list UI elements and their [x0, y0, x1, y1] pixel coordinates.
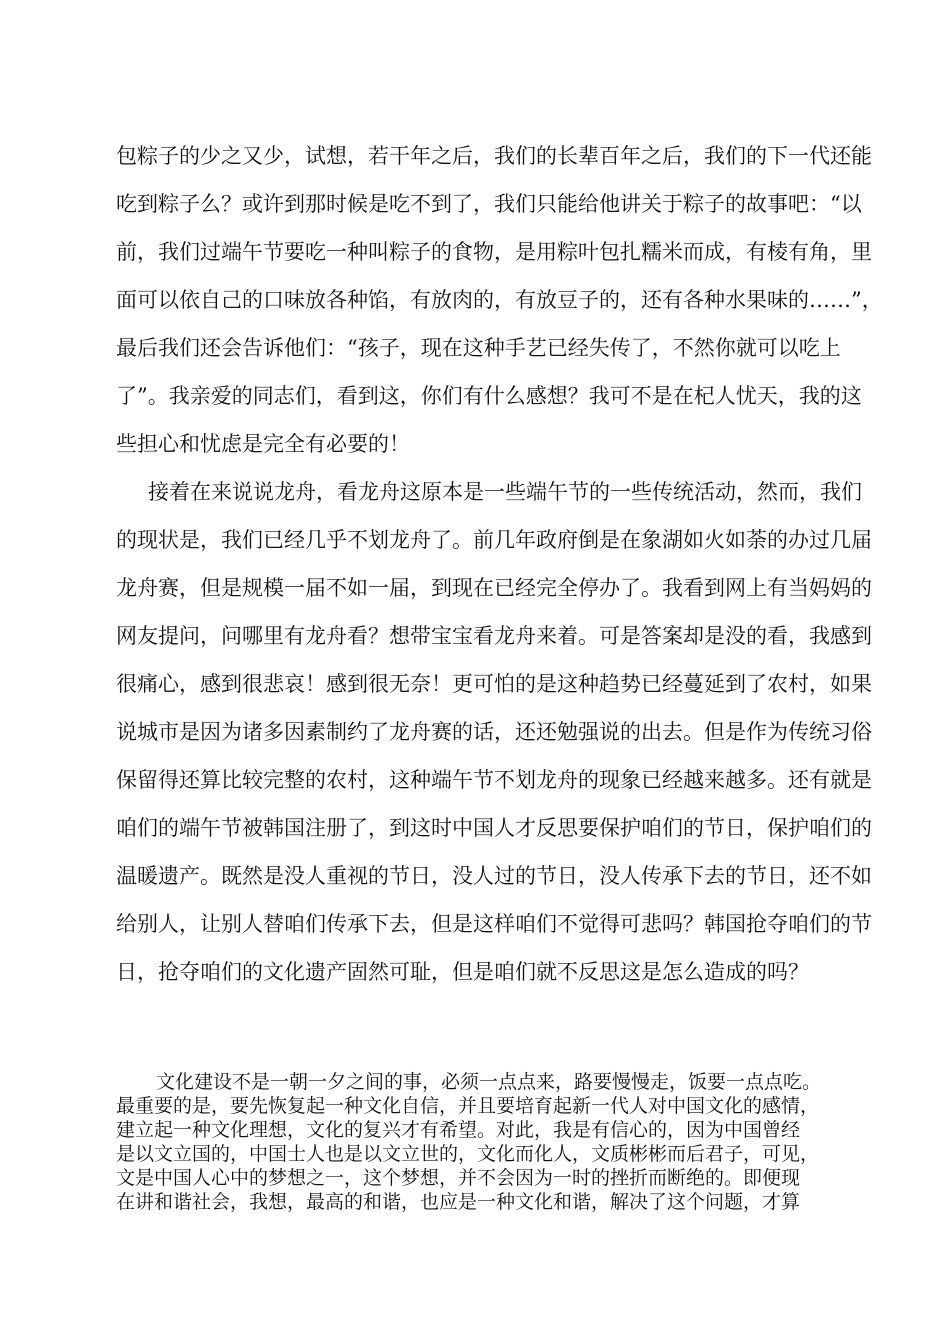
text-line: 说城市是因为诸多因素制约了龙舟赛的话，还还勉强说的出去。但是作为传统习俗 [116, 720, 872, 744]
text-line: 日，抢夺咱们的文化遗产固然可耻，但是咱们就不反思这是怎么造成的吗？ [116, 960, 809, 984]
paragraph-culture [116, 1070, 858, 1214]
text-line: 最后我们还会告诉他们：“孩子，现在这种手艺已经失传了，不然你就可以吃上 [116, 336, 841, 360]
text-line: 咱们的端午节被韩国注册了，到这时中国人才反思要保护咱们的节日，保护咱们的 [116, 816, 872, 840]
body-text-dense [116, 1070, 858, 1214]
text-line: 吃到粽子么？或许到那时候是吃不到了，我们只能给他讲关于粽子的故事吧：“以 [116, 192, 862, 216]
text-line: 最重要的是，要先恢复起一种文化自信，并且要培育起新一代人对中国文化的感情， [116, 1095, 820, 1117]
text-line: 给别人，让别人替咱们传承下去，但是这样咱们不觉得可悲吗？韩国抢夺咱们的节 [116, 912, 872, 936]
text-line: 在讲和谐社会，我想，最高的和谐，也应是一种文化和谐，解决了这个问题，才算 [116, 1191, 801, 1213]
paragraph-dragon-boat [116, 468, 872, 996]
text-line: 文是中国人心中的梦想之一，这个梦想，并不会因为一时的挫折而断绝的。即便现 [116, 1167, 801, 1189]
text-line: 包粽子的少之又少，试想，若干年之后，我们的长辈百年之后，我们的下一代还能 [116, 144, 872, 168]
text-line: 建立起一种文化理想，文化的复兴才有希望。对此，我是有信心的，因为中国曾经 [116, 1119, 801, 1141]
text-line: 了”。我亲爱的同志们，看到这，你们有什么感想？我可不是在杞人忧天，我的这 [116, 384, 862, 408]
paragraph-zongzi [116, 132, 883, 468]
text-line: 些担心和忧虑是完全有必要的！ [116, 432, 410, 456]
body-text [116, 132, 883, 996]
text-line: 文化建设不是一朝一夕之间的事，必须一点点来，路要慢慢走，饭要一点点吃。 [156, 1071, 822, 1093]
text-line: 接着在来说说龙舟，看龙舟这原本是一些端午节的一些传统活动，然而，我们 [148, 480, 862, 504]
text-line: 温暖遗产。既然是没人重视的节日，没人过的节日，没人传承下去的节日，还不如 [116, 864, 872, 888]
text-line: 网友提问，问哪里有龙舟看？想带宝宝看龙舟来着。可是答案却是没的看，我感到 [116, 624, 872, 648]
text-line: 前，我们过端午节要吃一种叫粽子的食物，是用粽叶包扎糯米而成，有棱有角，里 [116, 240, 872, 264]
text-line: 是以文立国的，中国士人也是以文立世的，文化而化人，文质彬彬而后君子，可见， [116, 1143, 820, 1165]
text-line: 很痛心，感到很悲哀！感到很无奈！更可怕的是这种趋势已经蔓延到了农村，如果 [116, 672, 872, 696]
text-line: 面可以依自己的口味放各种馅，有放肉的，有放豆子的，还有各种水果味的……”， [116, 288, 883, 312]
text-line: 的现状是，我们已经几乎不划龙舟了。前几年政府倒是在象湖如火如荼的办过几届 [116, 528, 872, 552]
text-line: 保留得还算比较完整的农村，这种端午节不划龙舟的现象已经越来越多。还有就是 [116, 768, 872, 792]
text-line: 龙舟赛，但是规模一届不如一届，到现在已经完全停办了。我看到网上有当妈妈的 [116, 576, 872, 600]
